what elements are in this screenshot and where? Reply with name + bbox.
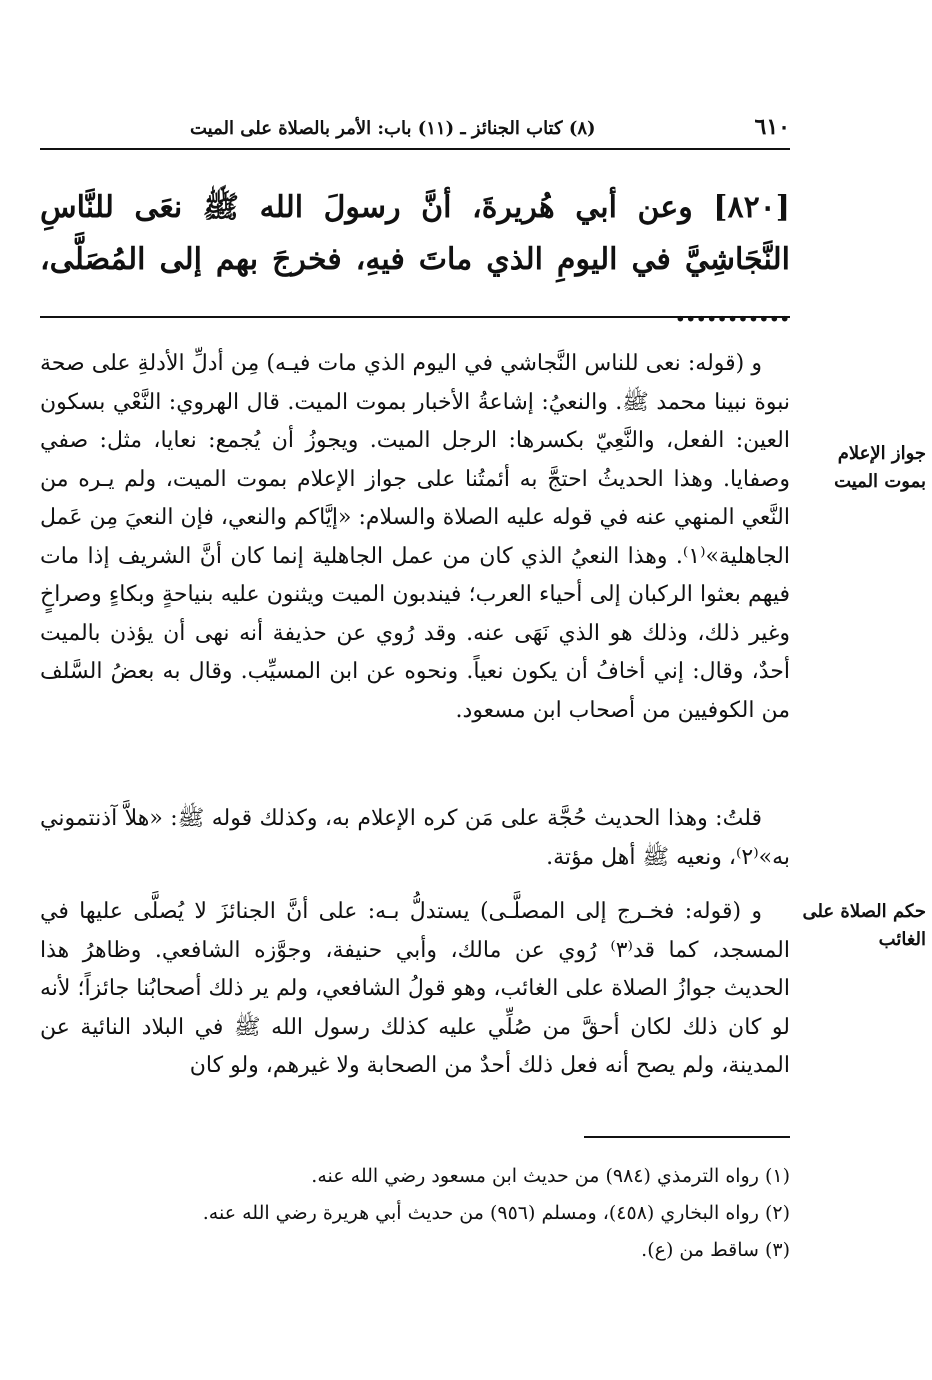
commentary-text: و (قوله: فخـرج إلى المصلَّـى) يستدلُّ بـه: على أنَّ الجنائزَ لا يُصلَّى عليها في المسجد، كما قد⁽٣⁾ رُوي عن مالك، وأبي حنيفة، وجوَّزه الشافعي. وظاهرُ هذا الحديث جوازُ الصلاة على الغائب، وهو قولُ الشافعي، ولم ير ذلك أصحابُنا جائزاً؛ لأنه لو كان ذلك لكان أحقَّ من صُلِّي عليه كذلك رسول الله ﷺ في البلاد النائية عن المدينة، ولم يصح أنه فعل ذلك أحدٌ من الصحابة ولا غيرهم، ولو كان — [40, 899, 790, 1078]
hadith-body: [٨٢٠] وعن أبي هُريرةَ، أنَّ رسولَ الله ﷺ نعَى للنَّاسِ النَّجَاشِيَّ في اليومِ الذي ماتَ فيهِ، فخرجَ بهم إلى المُصَلَّى، — [40, 190, 790, 277]
section-divider — [40, 316, 790, 318]
margin-note-announcing-death: جواز الإعلام بموت الميت — [834, 443, 926, 492]
page-header — [40, 112, 790, 150]
footnote: (١) رواه الترمذي (٩٨٤) من حديث ابن مسعود رضي الله عنه. — [311, 1165, 790, 1187]
commentary-text: و (قوله: نعى للناس النَّجاشي في اليوم الذي مات فيـه) مِن أدلِّ الأدلةِ على صحة نبوة نبينا محمد ﷺ. والنعيُ: إشاعةُ الأخبار بموت الميت. قال الهروي: النَّعْي بسكون العين: الفعل، والنَّعِيّ بكسرها: الرجل الميت. ويجوزُ أن يُجمع: نعايا، مثل: صفي وصفايا. وهذا الحديثُ احتجَّ به أئمتُنا على جواز الإعلام بموت الميت، ولم يـره من النَّعي المنهي عنه في قوله عليه الصلاة والسلام: «إيَّاكم والنعي، فإن النعيَ مِن عَمل الجاهلية»⁽١⁾. وهذا النعيُ الذي كان من عمل الجاهلية إنما كان أنَّ الشريف إذا مات فيهم بعثوا الركبان إلى أحياء العرب؛ فيندبون الميت ويثنون عليه بنياحةٍ وبكاءٍ وصراخٍ وغير ذلك، وذلك هو الذي نَهَى عنه. وقد رُوي عن حذيفة أنه نهى أن يؤذن بالميت أحدٌ، وقال: إني أخافُ أن يكون نعياً. ونحوه عن ابن المسيِّب. وقال به بعضُ السَّلف من الكوفيين من أصحاب ابن مسعود. — [40, 351, 790, 723]
footnote-divider — [584, 1136, 790, 1138]
commentary-paragraph-1 — [40, 345, 790, 730]
footnotes — [140, 1158, 790, 1269]
hadith-ellipsis: ........... — [675, 294, 790, 329]
commentary-paragraph-3 — [40, 893, 790, 1086]
margin-note-prayer-for-absent: حكم الصلاة على الغائب — [802, 901, 926, 950]
hadith-text — [40, 182, 790, 338]
commentary-paragraph-2 — [40, 800, 790, 877]
footnote: (٣) ساقط من (ع). — [641, 1239, 790, 1261]
running-title: (٨) كتاب الجنائز ـ (١١) باب: الأمر بالصلاة على الميت — [190, 118, 596, 139]
footnote: (٢) رواه البخاري (٤٥٨)، ومسلم (٩٥٦) من حديث أبي هريرة رضي الله عنه. — [202, 1202, 790, 1224]
commentary-text: قلتُ: وهذا الحديث حُجَّة على مَن كره الإعلام به، وكذلك قوله ﷺ: «هلاَّ آذنتموني به»⁽٢⁾، ونعيه ﷺ أهل مؤتة. — [40, 806, 790, 870]
page-number: ٦١٠ — [754, 114, 790, 140]
